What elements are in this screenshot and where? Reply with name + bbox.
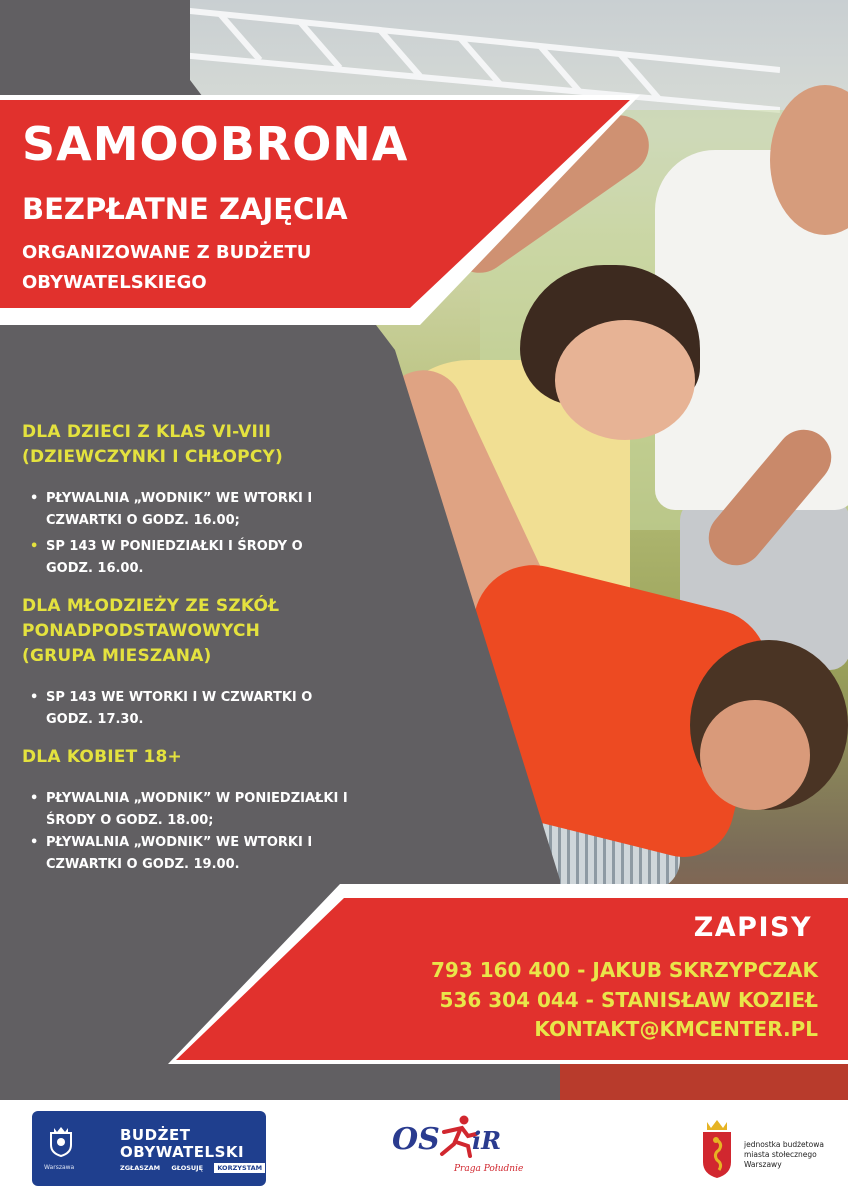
- group-title-women: [22, 745, 372, 770]
- group-title-line: DLA KOBIET 18+: [22, 747, 182, 767]
- schedule-item-line: • PŁYWALNIA „WODNIK” WE WTORKI I: [46, 835, 313, 850]
- schedule-item: [30, 832, 372, 876]
- signup-title: ZAPISY: [693, 912, 812, 943]
- group-title-line: PONADPODSTAWOWYCH: [22, 621, 261, 641]
- osir-logo-text: OS: [392, 1122, 440, 1157]
- schedule-item-line: CZWARTKI O GODZ. 19.00.: [46, 857, 240, 872]
- contact-phone-1[interactable]: 793 160 400 - JAKUB SKRZYPCZAK: [430, 958, 818, 982]
- schedule-item-line: • PŁYWALNIA „WODNIK” WE WTORKI I: [46, 491, 313, 506]
- schedule-item-line: CZWARTKI O GODZ. 16.00;: [46, 513, 240, 528]
- budget-tag: KORZYSTAM: [214, 1163, 265, 1173]
- budget-logo-tags: [120, 1164, 274, 1172]
- tagline-line: ORGANIZOWANE Z BUDŻETU: [22, 242, 312, 263]
- schedule-item: [30, 536, 372, 580]
- schedule-item: [30, 687, 372, 731]
- schedule-item: [30, 488, 372, 532]
- schedule: [22, 420, 372, 890]
- group-title-line: (GRUPA MIESZANA): [22, 646, 212, 666]
- page-subtitle: BEZPŁATNE ZAJĘCIA: [22, 192, 348, 226]
- group-title-line: (DZIEWCZYNKI I CHŁOPCY): [22, 447, 283, 467]
- budget-logo: [32, 1111, 266, 1186]
- contact-email[interactable]: KONTAKT@KMCENTER.PL: [534, 1017, 818, 1041]
- city-unit-label: [744, 1140, 834, 1170]
- schedule-item-line: • SP 143 W PONIEDZIAŁKI I ŚRODY O: [46, 539, 303, 554]
- warsaw-mermaid-crest-icon: [699, 1118, 735, 1180]
- schedule-item-line: GODZ. 16.00.: [46, 561, 144, 576]
- city-unit-line: jednostka budżetowa: [744, 1140, 824, 1149]
- schedule-list-women: [30, 788, 372, 876]
- contact-phone-2[interactable]: 536 304 044 - STANISŁAW KOZIEŁ: [439, 988, 818, 1012]
- budget-logo-line: OBYWATELSKI: [120, 1143, 245, 1161]
- page-title: SAMOOBRONA: [22, 117, 409, 171]
- budget-tag: GŁOSUJĘ: [171, 1164, 204, 1172]
- city-unit-line: miasta stołecznego: [744, 1150, 817, 1159]
- budget-tag: ZGŁASZAM: [120, 1164, 161, 1172]
- osir-logo-text: iR: [472, 1126, 502, 1155]
- page-tagline: [22, 238, 311, 298]
- group-title-children: [22, 420, 372, 470]
- city-unit-line: Warszawy: [744, 1160, 782, 1169]
- schedule-item-line: GODZ. 17.30.: [46, 712, 144, 727]
- girl-face: [555, 320, 695, 440]
- schedule-item: [30, 788, 372, 832]
- tagline-line: OBYWATELSKIEGO: [22, 272, 207, 293]
- warsaw-crest-icon: [48, 1125, 74, 1157]
- boy-face: [700, 700, 810, 810]
- group-title-line: DLA DZIECI Z KLAS VI-VIII: [22, 422, 272, 442]
- schedule-item-line: ŚRODY O GODZ. 18.00;: [46, 813, 214, 828]
- osir-logo: [384, 1110, 534, 1190]
- osir-logo-sub: Praga Południe: [454, 1164, 524, 1174]
- schedule-list-children: [30, 488, 372, 580]
- group-title-youth: [22, 594, 372, 669]
- schedule-item-line: • PŁYWALNIA „WODNIK” W PONIEDZIAŁKI I: [46, 791, 348, 806]
- group-title-line: DLA MŁODZIEŻY ZE SZKÓŁ: [22, 596, 280, 616]
- schedule-item-line: • SP 143 WE WTORKI I W CZWARTKI O: [46, 690, 313, 705]
- budget-logo-line: BUDŻET: [120, 1126, 191, 1144]
- schedule-list-youth: [30, 687, 372, 731]
- budget-logo-city: Warszawa: [44, 1164, 75, 1171]
